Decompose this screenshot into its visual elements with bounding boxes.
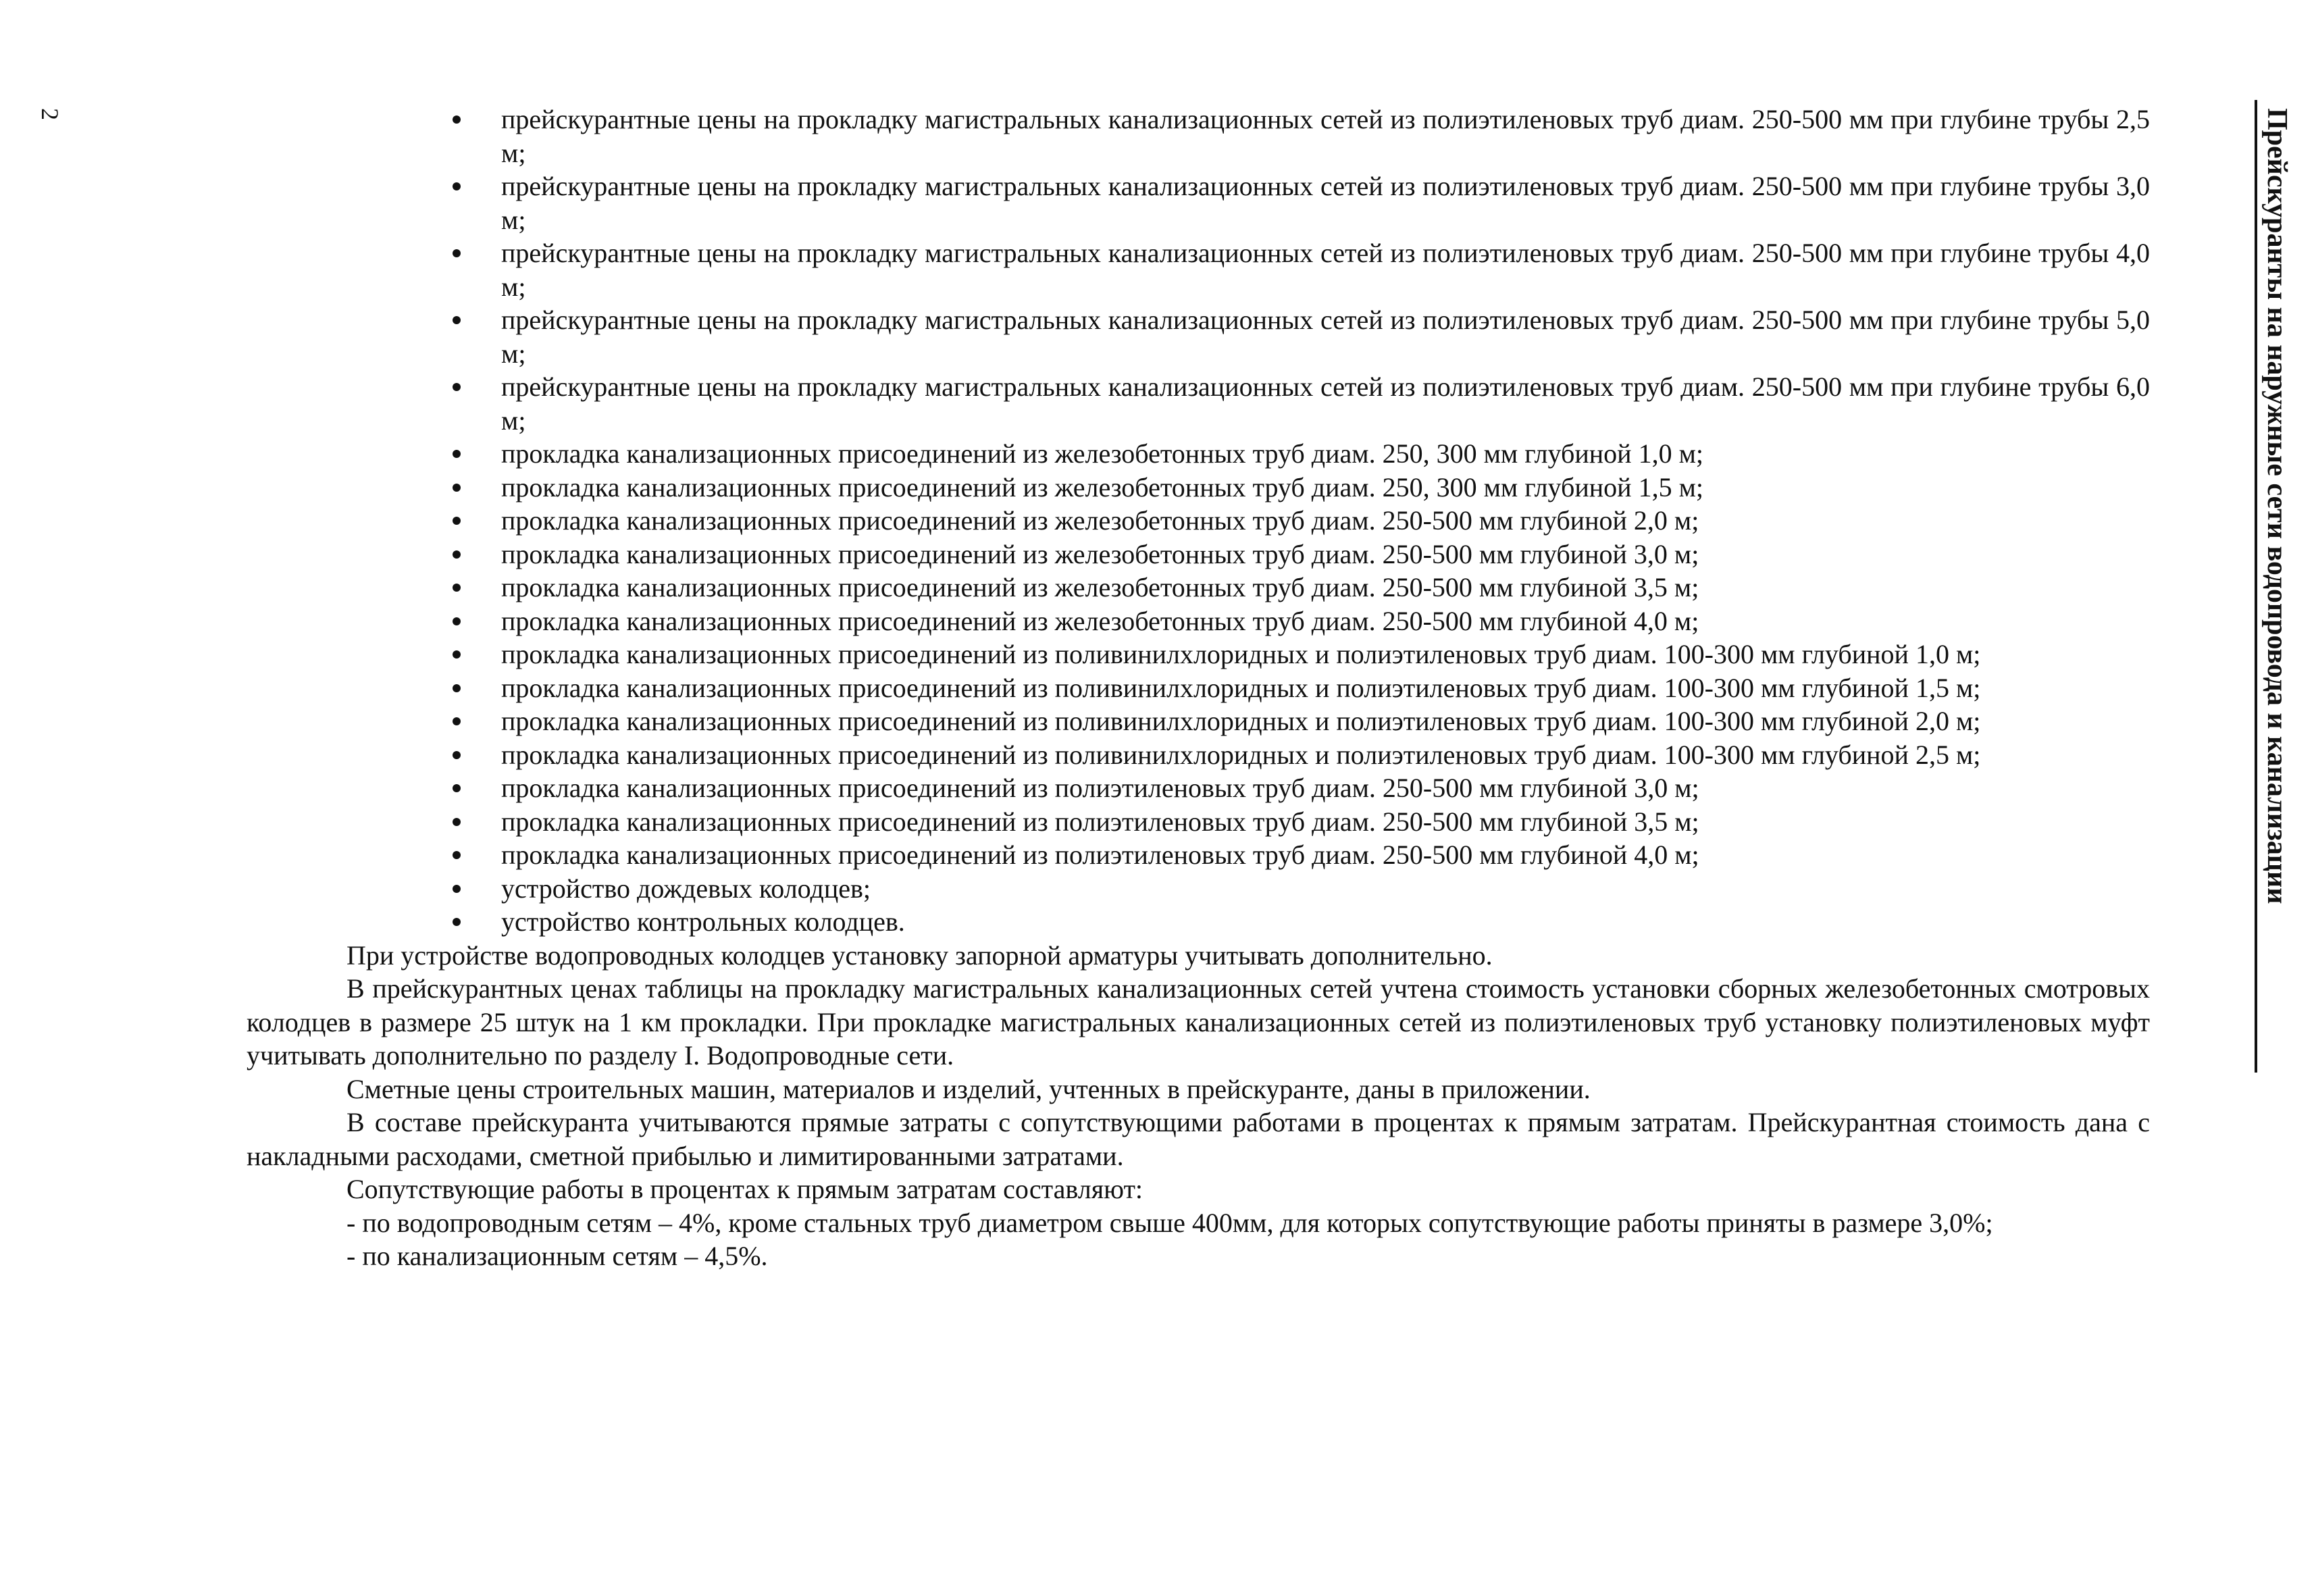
bullet-dot-icon: [453, 684, 461, 692]
list-item: [453, 704, 2150, 738]
list-item-text: прокладка канализационных присоединений из полиэтиленовых труб диам. 250-500 мм глубиной 3,5 м;: [501, 806, 1699, 837]
bullet-dot-icon: [453, 918, 461, 926]
list-item: [453, 471, 2150, 505]
bullet-dot-icon: [453, 450, 461, 458]
list-item-text: прокладка канализационных присоединений из железобетонных труб диам. 250-500 мм глубиной 3,5 м;: [501, 572, 1699, 602]
bullet-dot-icon: [453, 383, 461, 391]
bullet-dot-icon: [453, 182, 461, 190]
bullet-dot-icon: [453, 885, 461, 893]
bullet-dot-icon: [453, 751, 461, 759]
list-item: [453, 905, 2150, 939]
bullet-dot-icon: [453, 851, 461, 859]
list-item: [453, 303, 2150, 370]
list-item-text: прокладка канализационных присоединений из поливинилхлоридных и полиэтиленовых труб диам. 100-300 мм глубиной 1,5 м;: [501, 672, 1981, 703]
paragraph-valves: При устройстве водопроводных колодцев установку запорной арматуры учитывать дополнительно.: [346, 939, 1493, 971]
bullet-dot-icon: [453, 818, 461, 826]
list-item: [453, 738, 2150, 772]
list-item: [453, 872, 2150, 906]
bullet-dot-icon: [453, 517, 461, 525]
paragraph-estimates: Сметные цены строительных машин, материалов и изделий, учтенных в прейскуранте, даны в приложении.: [346, 1073, 1591, 1104]
list-item: [453, 771, 2150, 805]
list-item-text: прейскурантные цены на прокладку магистральных канализационных сетей из полиэтиленовых труб диам. 250-500 мм при глубине трубы 5,0 м;: [501, 305, 2150, 369]
side-title: Прейскуранты на наружные сети водопровода и канализации: [2261, 108, 2292, 904]
bullet-dot-icon: [453, 650, 461, 659]
list-item-text: устройство дождевых колодцев;: [501, 873, 871, 904]
list-item-text: прокладка канализационных присоединений из железобетонных труб диам. 250-500 мм глубиной 4,0 м;: [501, 605, 1699, 636]
list-item: [453, 103, 2150, 170]
list-item: [453, 604, 2150, 638]
bullet-dot-icon: [453, 584, 461, 592]
list-item-text: прейскурантные цены на прокладку магистральных канализационных сетей из полиэтиленовых труб диам. 250-500 мм при глубине трубы 3,0 м;: [501, 171, 2150, 235]
list-item: [453, 170, 2150, 236]
list-item-text: прокладка канализационных присоединений из поливинилхлоридных и полиэтиленовых труб диам. 100-300 мм глубиной 2,5 м;: [501, 739, 1981, 770]
bullet-dot-icon: [453, 115, 461, 124]
list-item-text: устройство контрольных колодцев.: [501, 906, 905, 937]
bullet-dot-icon: [453, 717, 461, 725]
bullet-dot-icon: [453, 617, 461, 625]
list-item-text: прокладка канализационных присоединений из полиэтиленовых труб диам. 250-500 мм глубиной 4,0 м;: [501, 840, 1699, 870]
list-item: [453, 504, 2150, 538]
list-item-text: прокладка канализационных присоединений из поливинилхлоридных и полиэтиленовых труб диам. 100-300 мм глубиной 1,0 м;: [501, 639, 1981, 669]
list-item: [453, 638, 2150, 671]
paragraph-composition: В составе прейскуранта учитываются прямые затраты с сопутствующими работами в процентах к прямым затратам. Прейскурантная стоимость дана с накладными расходами, сметной прибылью и лимитированными затратами.: [247, 1107, 2150, 1171]
paragraph-wells: В прейскурантных ценах таблицы на прокладку магистральных канализационных сетей учтена стоимость установки сборных железобетонных смотровых колодцев в размере 25 штук на 1 км прокладки. При прокладке магистральных канализационных сетей из полиэтиленовых труб установку полиэтиленовых муфт учитывать дополнительно по разделу I. Водопроводные сети.: [247, 973, 2150, 1071]
bullet-dot-icon: [453, 316, 461, 324]
list-item-text: прокладка канализационных присоединений из железобетонных труб диам. 250, 300 мм глубиной 1,5 м;: [501, 471, 1703, 503]
list-item: [453, 370, 2150, 437]
bullet-dot-icon: [453, 784, 461, 792]
list-item: [453, 671, 2150, 705]
list-item-text: прокладка канализационных присоединений из железобетонных труб диам. 250, 300 мм глубиной 1,0 м;: [501, 438, 1703, 469]
document-body: [247, 103, 2150, 1273]
list-item-text: прокладка канализационных присоединений из поливинилхлоридных и полиэтиленовых труб диам. 100-300 мм глубиной 2,0 м;: [501, 706, 1981, 736]
list-item: [453, 571, 2150, 604]
paragraph-related-intro: Сопутствующие работы в процентах к прямым затратам составляют:: [346, 1174, 1143, 1204]
list-item-text: прокладка канализационных присоединений из железобетонных труб диам. 250-500 мм глубиной 3,0 м;: [501, 538, 1699, 569]
list-item-text: прокладка канализационных присоединений из полиэтиленовых труб диам. 250-500 мм глубиной 3,0 м;: [501, 773, 1699, 803]
list-item: [453, 838, 2150, 872]
list-item-text: прокладка канализационных присоединений из железобетонных труб диам. 250-500 мм глубиной 2,0 м;: [501, 505, 1699, 536]
list-item-text: прейскурантные цены на прокладку магистральных канализационных сетей из полиэтиленовых труб диам. 250-500 мм при глубине трубы 4,0 м;: [501, 238, 2150, 302]
list-item: [453, 437, 2150, 471]
list-item: [453, 805, 2150, 839]
list-item: [453, 538, 2150, 571]
bullet-dot-icon: [453, 484, 461, 492]
bullet-dot-icon: [453, 550, 461, 559]
list-item-text: прейскурантные цены на прокладку магистральных канализационных сетей из полиэтиленовых труб диам. 250-500 мм при глубине трубы 6,0 м;: [501, 371, 2150, 436]
related-water: - по водопроводным сетям – 4%, кроме стальных труб диаметром свыше 400мм, для которых сопутствующие работы приняты в размере 3,0%;: [346, 1207, 1993, 1238]
bullet-dot-icon: [453, 249, 461, 257]
page-number: 2: [36, 108, 63, 120]
bullet-list: [453, 103, 2150, 939]
side-rule: [2255, 100, 2257, 1073]
list-item-text: прейскурантные цены на прокладку магистральных канализационных сетей из полиэтиленовых труб диам. 250-500 мм при глубине трубы 2,5 м;: [501, 104, 2150, 168]
list-item: [453, 236, 2150, 303]
related-sewer: - по канализационным сетям – 4,5%.: [346, 1241, 768, 1271]
